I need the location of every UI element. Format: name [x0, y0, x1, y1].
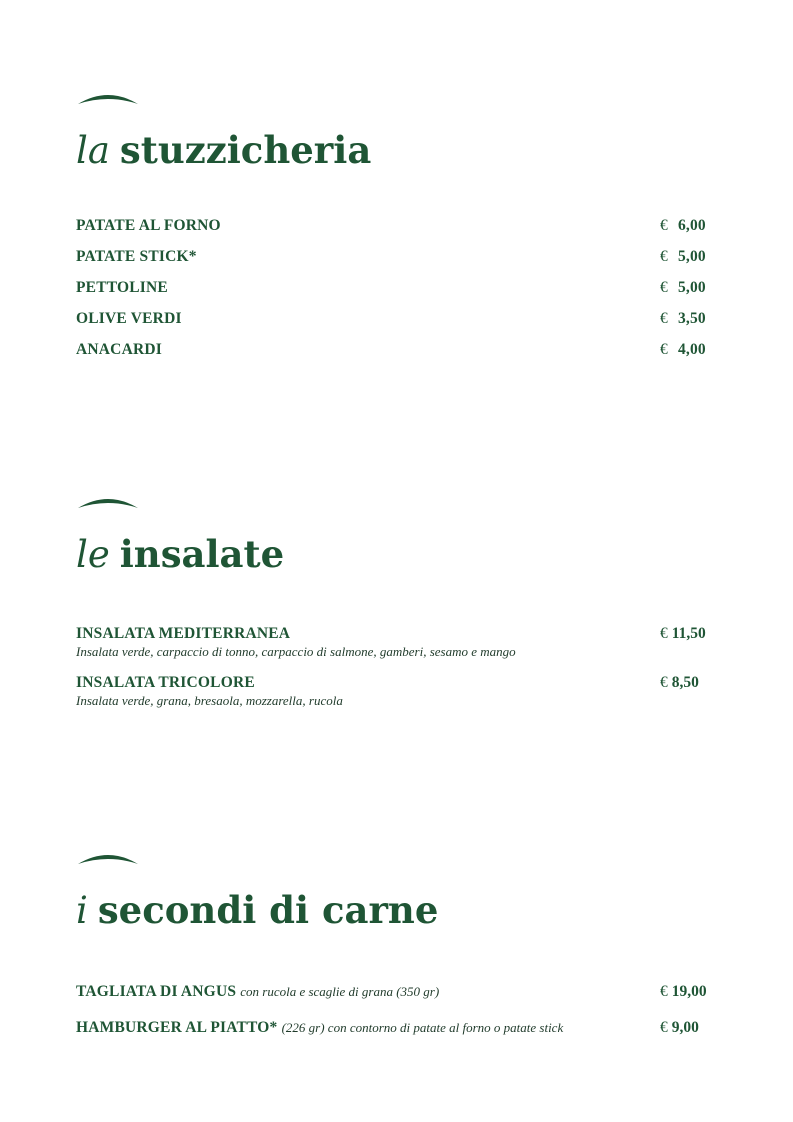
section-title [76, 888, 726, 933]
item-price: € 6,00 [660, 217, 706, 234]
section-title [76, 532, 726, 577]
section-title-text: secondi di carne [97, 888, 439, 932]
item-price: € 3,50 [660, 310, 706, 327]
arc-ornament-icon [76, 850, 140, 872]
menu-item [76, 310, 726, 341]
item-description: (226 gr) con contorno di patate al forno o patate stick [281, 1020, 564, 1035]
item-description: Insalata verde, grana, bresaola, mozzarella, rucola [76, 693, 343, 708]
menu-list [76, 983, 726, 1037]
section-title-text: insalate [119, 532, 285, 576]
item-name: PATATE STICK* [76, 248, 197, 265]
section-insalate [76, 494, 726, 723]
menu-list [76, 625, 726, 709]
item-price: € 8,50 [660, 674, 699, 691]
menu-item [76, 217, 726, 248]
section-article: la [76, 129, 110, 172]
menu-item [76, 1019, 726, 1037]
section-article: i [76, 889, 88, 932]
item-name: TAGLIATA DI ANGUS con rucola e scaglie di grana (350 gr) [76, 983, 440, 1000]
item-price: € 11,50 [660, 625, 706, 642]
item-name: OLIVE VERDI [76, 310, 182, 327]
menu-list [76, 217, 726, 372]
item-description: con rucola e scaglie di grana (350 gr) [240, 984, 440, 999]
item-price: € 5,00 [660, 248, 706, 265]
menu-item [76, 248, 726, 279]
item-name: INSALATA MEDITERRANEA [76, 625, 291, 642]
section-secondi-di-carne [76, 850, 726, 1051]
section-article: le [76, 533, 110, 576]
menu-item [76, 341, 726, 372]
menu-item [76, 279, 726, 310]
section-title-text: stuzzicheria [119, 128, 372, 172]
menu-item [76, 983, 726, 1001]
item-name: PATATE AL FORNO [76, 217, 221, 234]
menu-item [76, 625, 726, 660]
section-title [76, 128, 726, 173]
section-stuzzicheria [76, 90, 726, 372]
item-name: ANACARDI [76, 341, 162, 358]
item-price: € 19,00 [660, 983, 707, 1000]
item-price: € 9,00 [660, 1019, 699, 1036]
item-name: INSALATA TRICOLORE [76, 674, 255, 691]
item-description: Insalata verde, carpaccio di tonno, carpaccio di salmone, gamberi, sesamo e mango [76, 644, 516, 659]
menu-item [76, 674, 726, 709]
item-name: HAMBURGER AL PIATTO* (226 gr) con contorno di patate al forno o patate stick [76, 1019, 564, 1036]
arc-ornament-icon [76, 90, 140, 112]
item-price: € 5,00 [660, 279, 706, 296]
item-name: PETTOLINE [76, 279, 168, 296]
item-price: € 4,00 [660, 341, 706, 358]
arc-ornament-icon [76, 494, 140, 516]
